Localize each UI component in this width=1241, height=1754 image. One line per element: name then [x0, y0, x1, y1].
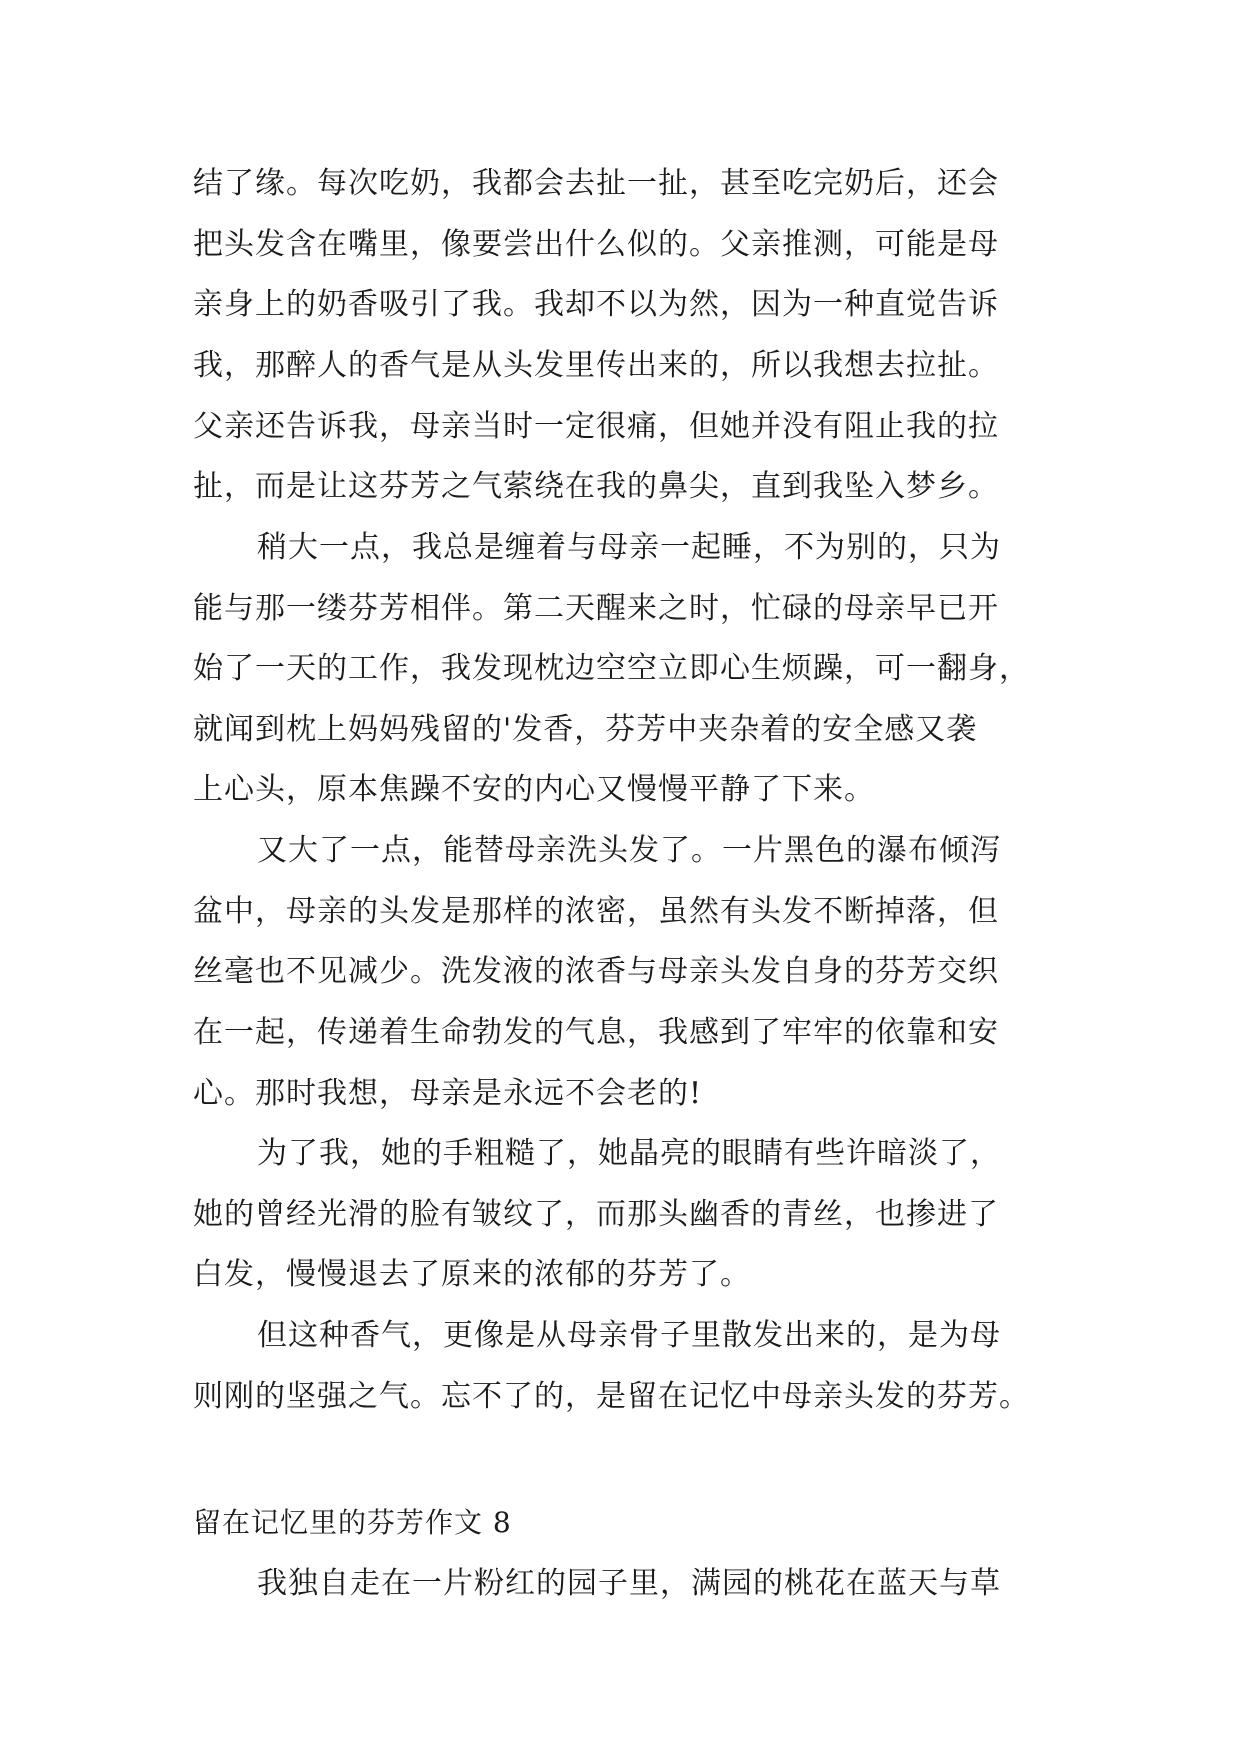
paragraph-first-line: 为了我，她的手粗糙了，她晶亮的眼睛有些许暗淡了， — [257, 1136, 1001, 1171]
text-line: 我，那醉人的香气是从头发里传出来的，所以我想去拉扯。 — [193, 348, 999, 383]
text-line: 上心头，原本焦躁不安的内心又慢慢平静了下来。 — [193, 772, 875, 807]
text-line: 白发，慢慢退去了原来的浓郁的芬芳了。 — [193, 1257, 751, 1292]
text-line: 丝毫也不见减少。洗发液的浓香与母亲头发自身的芬芳交织 — [193, 954, 999, 989]
text-line: 就闻到枕上妈妈残留的'发香，芬芳中夹杂着的安全感又袭 — [193, 712, 978, 747]
paragraph-first-line: 稍大一点，我总是缠着与母亲一起睡，不为别的，只为 — [257, 530, 1001, 565]
text-line: 亲身上的奶香吸引了我。我却不以为然，因为一种直觉告诉 — [193, 287, 999, 322]
text-line: 则刚的坚强之气。忘不了的，是留在记忆中母亲头发的芬芳。 — [193, 1379, 1030, 1414]
text-line: 结了缘。每次吃奶，我都会去扯一扯，甚至吃完奶后，还会 — [193, 166, 999, 201]
text-line: 心。那时我想，母亲是永远不会老的! — [193, 1076, 703, 1111]
section-heading: 留在记忆里的芬芳作文 8 — [193, 1506, 512, 1539]
text-line: 始了一天的工作，我发现枕边空空立即心生烦躁，可一翻身， — [193, 651, 1030, 686]
text-line: 扯，而是让这芬芳之气萦绕在我的鼻尖，直到我坠入梦乡。 — [193, 469, 999, 504]
text-line: 盆中，母亲的头发是那样的浓密，虽然有头发不断掉落，但 — [193, 894, 999, 929]
text-line: 能与那一缕芬芳相伴。第二天醒来之时，忙碌的母亲早已开 — [193, 591, 999, 626]
text-line: 她的曾经光滑的脸有皱纹了，而那头幽香的青丝，也掺进了 — [193, 1197, 999, 1232]
paragraph-first-line: 我独自走在一片粉红的园子里，满园的桃花在蓝天与草 — [257, 1566, 1001, 1601]
text-line: 父亲还告诉我，母亲当时一定很痛，但她并没有阻止我的拉 — [193, 409, 999, 444]
text-line: 把头发含在嘴里，像要尝出什么似的。父亲推测，可能是母 — [193, 227, 999, 262]
paragraph-first-line: 但这种香气，更像是从母亲骨子里散发出来的，是为母 — [257, 1318, 1001, 1353]
paragraph-first-line: 又大了一点，能替母亲洗头发了。一片黑色的瀑布倾泻 — [257, 833, 1001, 868]
text-line: 在一起，传递着生命勃发的气息，我感到了牢牢的依靠和安 — [193, 1015, 999, 1050]
